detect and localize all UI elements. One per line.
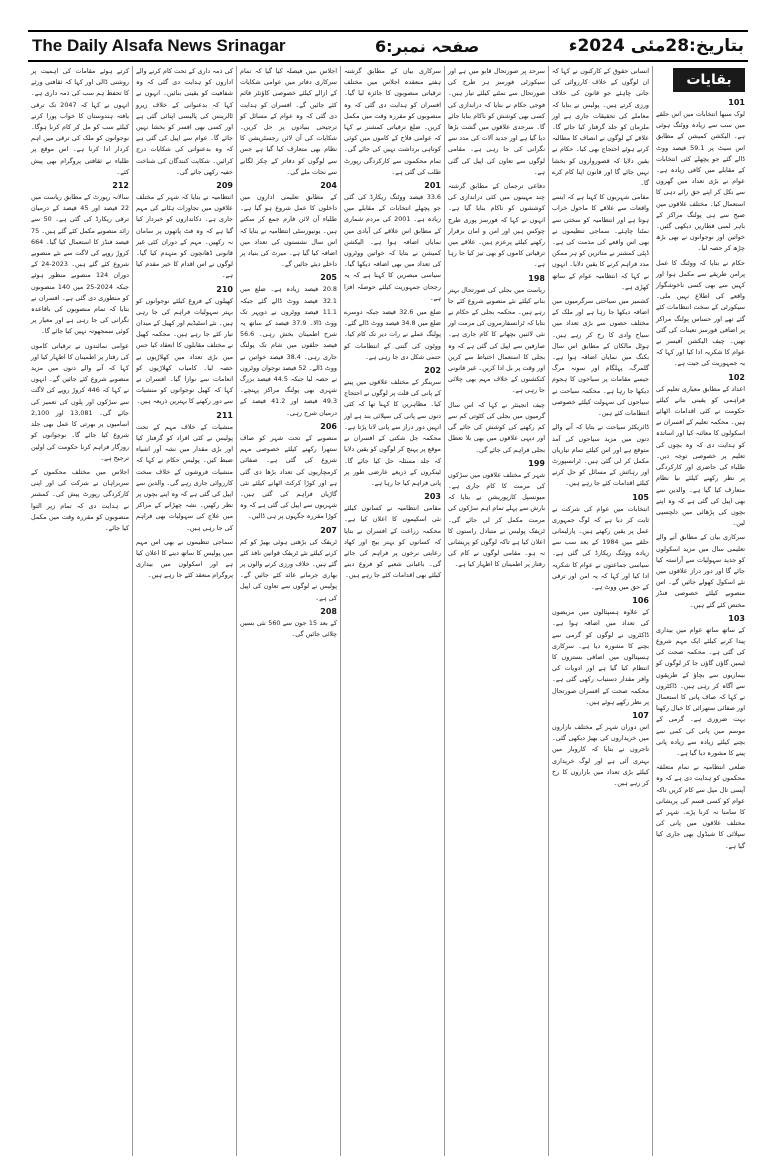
article-paragraph: منصوبے کے تحت شہر کو صاف ستھرا رکھنے کیلئے خصوصی مہم شروع کی گئی ہے۔ صفائی کرمچاریوں کی تعداد بڑھا دی گئی ہے اور کوڑا کرکٹ اٹھانے کیلئے نئی گاڑیاں فراہم کی گئی ہیں۔ شہریوں سے اپیل کی گئی ہے کہ وہ کوڑا مقررہ جگہوں پر ہی ڈالیں۔: [240, 433, 337, 521]
continuation-number: 208: [320, 606, 337, 616]
continuation-number: 199: [528, 458, 545, 468]
continuation-number: 101: [728, 98, 745, 107]
article-paragraph: سالانہ رپورٹ کے مطابق ریاست میں 22 فیصد اور 45 فیصد کے درمیان ترقی ریکارڈ کی گئی ہے۔ 50 سے زائد منصوبے مکمل کئے گئے ہیں۔ 75 فیصد فنڈز کا استعمال کیا گیا۔ 664 کروڑ روپے کی لاگت سے نئے منصوبے شروع کئے گئے ہیں۔ 2023-24 کے دوران 124 منصوبے منظور ہوئے جبکہ 2024-25 میں 140 منصوبوں کو منظوری دی گئی ہے۔ افسران نے بتایا کہ تمام منصوبوں کی باقاعدہ نگرانی کی جا رہی ہے اور معیار پر کوئی سمجھوتہ نہیں کیا جائے گا۔: [31, 193, 130, 336]
continuation-number: 105: [632, 492, 649, 502]
article-paragraph: کی ذمہ داری کے تحت کام کرنے والے اداروں کو ہدایت دی گئی کہ وہ شفافیت کو یقینی بنائیں۔ انہوں نے کہا کہ بدعنوانی کے خلاف زیرو ٹالرینس کی پالیسی اپنائی گئی ہے اور کسی بھی افسر کو بخشا نہیں جائے گا۔ عوام سے اپیل کی گئی ہے کہ وہ بدعنوانی کی شکایات درج کرائیں۔ شکایت کنندگان کی شناخت خفیہ رکھی جائے گی۔: [136, 67, 233, 176]
page-number: صفحہ نمبر:6: [375, 36, 480, 56]
article-paragraph: مقامی انتظامیہ نے کسانوں کیلئے نئی اسکیموں کا اعلان کیا ہے۔ محکمہ زراعت کے افسران نے بتایا کہ کسانوں کو بہتر بیج اور کھاد رعایتی نرخوں پر فراہم کی جائے گی۔ باغبانی شعبے کو فروغ دینے کیلئے بھی اقدامات کئے جا رہے ہیں۔: [344, 504, 441, 580]
article-paragraph: انسانی حقوق کے کارکنوں نے کہا کہ ان لوگوں کے خلاف کارروائی کی جانی چاہئے جو قانون کی خلاف ورزی کرتے ہیں۔ پولیس نے بتایا کہ معاملے کی تحقیقات جاری ہے اور ملزمان کو جلد گرفتار کیا جائے گا۔ علاقے کے لوگوں نے انصاف کا مطالبہ کرتے ہوئے احتجاج بھی کیا۔ حکام نے یقین دلایا کہ قصورواروں کو بخشا نہیں جائے گا اور قانون اپنا کام کرے گا۔: [552, 67, 649, 188]
continuation-number: 102: [728, 372, 745, 382]
article-paragraph: ریاست میں بجلی کی صورتحال بہتر بنانے کیلئے نئے منصوبے شروع کئے جا رہے ہیں۔ محکمہ بجلی کے حکام نے بتایا کہ ٹرانسفارمروں کی مرمت اور نئی لائنیں بچھانے کا کام جاری ہے۔ صارفین سے اپیل کی گئی ہے کہ وہ بجلی کا استعمال احتیاط سے کریں اور وقت پر بل ادا کریں۔ غیر قانونی کنکشنوں کے خلاف مہم بھی چلائی جا رہی ہے۔: [448, 285, 545, 395]
article-paragraph: انتخابات میں عوام کی شرکت نے ثابت کر دیا ہے کہ لوگ جمہوری عمل پر یقین رکھتے ہیں۔ پارلیمانی حلقے میں 1984 کے بعد سب سے زیادہ ووٹنگ ریکارڈ کی گئی ہے۔ سیاسی جماعتوں نے عوام کا شکریہ ادا کیا اور کہا کہ یہ امن اور ترقی کے حق میں ووٹ ہے۔: [552, 504, 650, 591]
article-paragraph: چیف انجینئر نے کہا کہ اس سال گرمیوں میں بجلی کی کٹوتی کم سے کم رکھنے کی کوشش کی جائے گی اور دیہی علاقوں میں بھی بلا تعطل بجلی فراہم کی جائے گی۔: [448, 400, 545, 454]
article-paragraph: اجلاس میں فیصلہ کیا گیا کہ تمام سرکاری دفاتر میں عوامی شکایات کے ازالے کیلئے خصوصی کاؤنٹر قائم کئے جائیں گے۔ افسران کو ہدایت دی گئی کہ وہ عوام کے مسائل کو ترجیحی بنیادوں پر حل کریں۔ شکایات کی آن لائن رجسٹریشن کا نظام بھی متعارف کیا گیا ہے جس سے لوگوں کو دفاتر کے چکر لگانے سے نجات ملے گی۔: [240, 67, 337, 176]
article-paragraph: ضلعی انتظامیہ نے تمام متعلقہ محکموں کو ہدایت دی ہے کہ وہ آپسی تال میل سے کام کریں تاکہ عوام کو کسی قسم کی پریشانی کا سامنا نہ کرنا پڑے۔ شہر کے مختلف علاقوں میں پانی کی سپلائی کا شیڈول بھی جاری کیا گیا ہے۔: [656, 763, 745, 850]
continuation-number: 202: [424, 366, 441, 376]
article-paragraph: انتظامیہ نے بتایا کہ شہر کے مختلف علاقوں میں تجاوزات ہٹانے کی مہم جاری ہے۔ دکانداروں کو خبردار کیا گیا ہے کہ وہ فٹ پاتھوں پر سامان نہ رکھیں۔ مہم کے دوران کئی غیر قانونی ڈھانچوں کو منہدم کیا گیا۔ لوگوں نے اس اقدام کا خیر مقدم کیا ہے۔: [136, 193, 233, 280]
article-paragraph: سرحد پر صورتحال قابو میں ہے اور سیکورٹی فورسز ہر طرح کی صورتحال سے نمٹنے کیلئے تیار ہیں۔ فوجی حکام نے بتایا کہ دراندازی کی کسی بھی کوشش کو ناکام بنایا جائے گا۔ سرحدی علاقوں میں گشت بڑھا دیا گیا ہے اور جدید آلات کی مدد سے نگرانی کی جا رہی ہے۔ مقامی لوگوں سے تعاون کی اپیل کی گئی ہے۔: [448, 67, 545, 176]
article-paragraph: اجلاس میں مختلف محکموں کے سربراہان نے شرکت کی اور اپنی کارکردگی رپورٹ پیش کی۔ کمشنر نے ہدایت دی کہ تمام زیر التوا منصوبوں کو مقررہ وقت میں مکمل کیا جائے۔: [31, 467, 129, 532]
article-paragraph: عوامی نمائندوں نے ترقیاتی کاموں کی رفتار پر اطمینان کا اظہار کیا اور کہا کہ آنے والے دنوں میں مزید منصوبے شروع کئے جائیں گے۔ انہوں نے کہا کہ 446 کروڑ روپے کی لاگت سے سڑکوں اور پلوں کی تعمیر کی جائے گی۔ 13,081 اور 2,100 اسامیوں پر بھرتی کا عمل بھی جلد شروع کیا جائے گا۔ نوجوانوں کو روزگار فراہم کرنا حکومت کی اولین ترجیح ہے۔: [31, 341, 129, 462]
column-2: [548, 66, 652, 1156]
column-1: [652, 66, 748, 1156]
continuation-number: 103: [728, 613, 745, 623]
continuation-number: 106: [632, 596, 649, 606]
article-paragraph: اس دوران شہر کے مختلف بازاروں میں خریداروں کی بھیڑ دیکھی گئی۔ تاجروں نے بتایا کہ کاروبار میں بہتری آئی ہے اور لوگ خریداری کیلئے بڑی تعداد میں بازاروں کا رخ کر رہے ہیں۔: [552, 722, 649, 787]
newspaper-page: [28, 30, 748, 1158]
continuation-number: 204: [320, 181, 337, 191]
article-paragraph: منشیات کے خلاف مہم کے تحت پولیس نے کئی افراد کو گرفتار کیا اور بڑی مقدار میں نشہ آور اشیاء ضبط کیں۔ پولیس حکام نے کہا کہ منشیات فروشوں کے خلاف سخت کارروائی جاری رہے گی۔ والدین سے اپیل کی گئی ہے کہ وہ اپنے بچوں پر نظر رکھیں۔ نشہ چھڑانے کے مراکز میں علاج کی سہولیات بھی فراہم کی جا رہی ہیں۔: [136, 422, 233, 532]
article-paragraph: ٹریفک کی بڑھتی ہوئی بھیڑ کو کم کرنے کیلئے نئے ٹریفک قوانین نافذ کئے گئے ہیں۔ خلاف ورزی کرنے والوں پر بھاری جرمانے عائد کئے جائیں گے۔ پولیس نے لوگوں سے تعاون کی اپیل کی ہے۔: [240, 537, 337, 602]
issue-date: بتاریخ:28مئی 2024ء: [568, 36, 744, 56]
column-7: [28, 66, 132, 1156]
article-paragraph: سرکاری بیان کے مطابق آنے والے تعلیمی سال میں مزید اسکولوں کو جدید سہولیات سے آراستہ کیا جائے گا اور دور دراز علاقوں میں نئے اسکول کھولے جائیں گے۔ اس منصوبے کیلئے خصوصی فنڈز مختص کئے گئے ہیں۔: [656, 533, 745, 609]
article-paragraph: کھیلوں کے فروغ کیلئے نوجوانوں کو بہتر سہولیات فراہم کی جا رہی ہیں۔ نئے اسٹیڈیم اور کھیل کے میدان تیار کئے جا رہے ہیں۔ محکمہ کھیل نے مختلف مقابلوں کا انعقاد کیا جس میں بڑی تعداد میں کھلاڑیوں نے حصہ لیا۔ کامیاب کھلاڑیوں کو انعامات سے نوازا گیا۔ افسران نے کہا کہ کھیل نوجوانوں کو منشیات سے دور رکھنے کا بہترین ذریعہ ہیں۔: [136, 296, 233, 406]
continuation-number: 201: [424, 181, 441, 191]
article-paragraph: حکام نے بتایا کہ ووٹنگ کا عمل پرامن طریقے سے مکمل ہوا اور کہیں سے بھی کسی ناخوشگوار واقعے کی اطلاع نہیں ملی۔ سیکورٹی کے سخت انتظامات کئے گئے تھے اور حساس پولنگ مراکز پر اضافی فورسز تعینات کی گئی تھیں۔ چیف الیکشن آفیسر نے عوام کا شکریہ ادا کیا اور کہا کہ یہ جمہوریت کی جیت ہے۔: [656, 258, 745, 368]
article-paragraph: کرتے ہوئے مقامات کی اہمیت پر روشنی ڈالی اور کہا کہ ثقافتی ورثے کا تحفظ ہم سب کی ذمہ داری ہے۔ انہوں نے کہا کہ 2047 تک ترقی یافتہ ہندوستان کا خواب پورا کرنے کیلئے سب کو مل کر کام کرنا ہوگا۔ نوجوانوں کو ملک کی ترقی میں اہم کردار ادا کرنا ہے۔ اس موقع پر طلباء نے ثقافتی پروگرام بھی پیش کئے۔: [31, 67, 130, 176]
article-paragraph: اعداد کے مطابق معیاری تعلیم کی فراہمی کو یقینی بنانے کیلئے حکومت نے کئی اقدامات اٹھائے ہیں۔ محکمہ تعلیم کے افسران نے اسکولوں کا معائنہ کیا اور اساتذہ کو ہدایت دی کہ وہ بچوں کی تعلیم پر خصوصی توجہ دیں۔ طلباء کی حاضری اور کارکردگی پر نظر رکھنے کیلئے نیا نظام متعارف کیا گیا ہے۔ والدین سے بھی اپیل کی گئی ہے کہ وہ اپنے بچوں کی پڑھائی میں دلچسپی لیں۔: [656, 384, 745, 528]
article-paragraph: کے ساتھ ساتھ عوام میں بیداری پیدا کرنے کیلئے ایک مہم شروع کی گئی ہے۔ محکمہ صحت کی ٹیمیں گاؤں گاؤں جا کر لوگوں کو بیماریوں سے بچاؤ کے طریقوں سے آگاہ کر رہی ہیں۔ ڈاکٹروں نے کہا کہ صاف پانی کا استعمال اور صفائی ستھرائی کا خیال رکھنا بہت ضروری ہے۔ گرمی کے موسم میں پانی کی کمی سے بچنے کیلئے زیادہ سے زیادہ پانی پینے کا مشورہ دیا گیا ہے۔: [656, 625, 745, 757]
masthead: [28, 30, 748, 62]
column-6: [132, 66, 236, 1156]
continuation-number: 198: [528, 273, 545, 283]
continuation-number: 207: [320, 525, 337, 535]
continuation-number: 210: [216, 284, 233, 294]
continuation-number: 209: [216, 181, 233, 191]
article-paragraph: ضلع میں 32.6 فیصد جبکہ دوسرے ضلع میں 34.8 فیصد ووٹ ڈالے گئے۔ پولنگ عملے نے رات دیر تک کام کیا۔ ووٹوں کی گنتی کے انتظامات کو حتمی شکل دی جا رہی ہے۔: [344, 308, 441, 361]
column-4: [340, 66, 444, 1156]
article-paragraph: شہر کے مختلف علاقوں میں سڑکوں کی مرمت کا کام جاری ہے۔ میونسپل کارپوریشن نے بتایا کہ بارش سے پہلے تمام اہم سڑکوں کی مرمت مکمل کر لی جائے گی۔ ٹریفک پولیس نے متبادل راستوں کا اعلان کیا ہے تاکہ لوگوں کو پریشانی نہ ہو۔ مقامی لوگوں نے کام کی رفتار پر اطمینان کا اظہار کیا ہے۔: [448, 470, 545, 569]
article-paragraph: 20.8 فیصد زیادہ ہے۔ ضلع میں 32.1 فیصد ووٹ ڈالے گئے جبکہ 11.1 فیصد ووٹروں نے دوپہر تک ووٹ ڈالا۔ 37.9 فیصد کے ساتھ یہ شرح اطمینان بخش رہی۔ 56.6 فیصد حلقوں میں شام تک پولنگ جاری رہی۔ 38.4 فیصد خواتین نے ووٹ ڈالے۔ 52 فیصد نوجوان ووٹروں نے حصہ لیا جبکہ 44.5 فیصد بزرگ شہری بھی پولنگ مراکز پہنچے۔ 49.3 فیصد اور 41.2 فیصد کے درمیان شرح رہی۔: [240, 285, 338, 417]
article-paragraph: سرکاری بیان کے مطابق گزشتہ ہفتے منعقدہ اجلاس میں مختلف ترقیاتی منصوبوں کا جائزہ لیا گیا۔ افسران کو ہدایت دی گئی کہ وہ منصوبوں کو مقررہ وقت میں مکمل کریں۔ ضلع ترقیاتی کمشنر نے کہا کہ عوامی فلاح کے کاموں میں کوئی کوتاہی برداشت نہیں کی جائے گی۔ تمام محکموں سے کارکردگی رپورٹ طلب کی گئی ہے۔: [344, 67, 441, 176]
continuation-number: 205: [320, 273, 337, 283]
article-paragraph: دفاعی ترجمان کے مطابق گزشتہ چند مہینوں میں کئی دراندازی کی کوششوں کو ناکام بنایا گیا ہے۔ انہوں نے کہا کہ فورسز پوری طرح چوکس ہیں اور امن و امان برقرار رکھنے کیلئے پرعزم ہیں۔ علاقے میں ترقیاتی کاموں کو بھی تیز کیا جا رہا ہے۔: [448, 182, 545, 269]
article-paragraph: کشمیر میں سیاحتی سرگرمیوں میں اضافہ دیکھا جا رہا ہے اور ملک کے مختلف حصوں سے بڑی تعداد میں سیاح وادی کا رخ کر رہے ہیں۔ ہوٹل مالکان کے مطابق اس سال بکنگ میں نمایاں اضافہ ہوا ہے۔ گلمرگ، پہلگام اور سونہ مرگ جیسے مقامات پر سیاحوں کا ہجوم دیکھا جا رہا ہے۔ محکمہ سیاحت نے سیاحوں کی سہولت کیلئے خصوصی انتظامات کئے ہیں۔: [552, 297, 649, 418]
section-title: بقایات: [673, 68, 745, 92]
article-paragraph: کے مطابق تعلیمی اداروں میں داخلوں کا عمل شروع ہو گیا ہے۔ طلباء آن لائن فارم جمع کر سکتے ہیں۔ یونیورسٹی انتظامیہ نے بتایا کہ اس سال نشستوں کی تعداد میں اضافہ کیا گیا ہے۔ میرٹ کی بنیاد پر داخلے دیئے جائیں گے۔: [240, 193, 337, 269]
article-paragraph: سرینگر کے مختلف علاقوں میں پینے کے پانی کی قلت پر لوگوں نے احتجاج کیا۔ مظاہرین کا کہنا تھا کہ کئی دنوں سے پانی کی سپلائی بند ہے اور انہیں دور دراز سے پانی لانا پڑتا ہے۔ محکمہ جل شکتی کے افسران نے موقع پر پہنچ کر لوگوں کو یقین دلایا کہ جلد مسئلہ حل کیا جائے گا۔ ٹینکروں کے ذریعے عارضی طور پر پانی فراہم کیا جا رہا ہے۔: [344, 378, 441, 487]
article-paragraph: لوک سبھا انتخابات میں اس حلقے میں سب سے زیادہ ووٹنگ ہوئی ہے۔ الیکشن کمیشن کے مطابق اس سیٹ پر 59.1 فیصد ووٹ ڈالے گئے جو پچھلے کئی انتخابات کے مقابلے میں کافی زیادہ ہے۔ عوام نے بڑی تعداد میں گھروں سے نکل کر اپنے حق رائے دہی کا استعمال کیا۔ مختلف علاقوں میں صبح سے ہی پولنگ مراکز کے باہر لمبی قطاریں دیکھی گئیں۔ خواتین اور نوجوانوں نے بھی بڑھ چڑھ کر حصہ لیا۔: [656, 110, 745, 253]
continuation-number: 206: [320, 421, 337, 431]
paper-name: The Daily Alsafa News Srinagar: [32, 36, 286, 55]
article-paragraph: کے بعد 15 جون سے 560 نئی بسیں چلائی جائیں گی۔: [240, 618, 337, 638]
article-paragraph: مقامی شہریوں کا کہنا ہے کہ ایسے واقعات سے علاقے کا ماحول خراب ہوتا ہے اور انتظامیہ کو سختی سے نمٹنا چاہئے۔ سماجی تنظیموں نے بھی اس واقعے کی مذمت کی ہے۔ ڈپٹی کمشنر نے متاثرین کو ہر ممکن مدد فراہم کرنے کا یقین دلایا۔ انہوں نے کہا کہ انتظامیہ عوام کے ساتھ کھڑی ہے۔: [552, 193, 649, 291]
continuation-number: 212: [112, 181, 129, 191]
article-paragraph: کے علاوہ ہسپتالوں میں مریضوں کی تعداد میں اضافہ ہوا ہے۔ ڈاکٹروں نے لوگوں کو گرمی سے بچنے کا مشورہ دیا ہے۔ سرکاری ہسپتالوں میں اضافی بستروں کا انتظام کیا گیا ہے اور ادویات کی وافر مقدار دستیاب رکھی گئی ہے۔ محکمہ صحت کے افسران صورتحال پر نظر رکھے ہوئے ہیں۔: [552, 608, 649, 706]
article-paragraph: 33.6 فیصد ووٹنگ ریکارڈ کی گئی جو پچھلے انتخابات کے مقابلے میں زیادہ ہے۔ 2001 کی مردم شماری کے مطابق اس علاقے کی آبادی میں نمایاں اضافہ ہوا ہے۔ الیکشن کمیشن نے بتایا کہ خواتین ووٹروں کی تعداد میں بھی اضافہ دیکھا گیا۔ سیاسی مبصرین کا کہنا ہے کہ یہ رجحان جمہوریت کیلئے حوصلہ افزا ہے۔: [344, 193, 441, 302]
text-columns: [28, 66, 748, 1156]
continuation-number: 107: [632, 710, 649, 720]
column-3: [444, 66, 548, 1156]
article-paragraph: ڈائریکٹر سیاحت نے بتایا کہ آنے والے دنوں میں مزید سیاحوں کی آمد متوقع ہے اور اس کیلئے تمام تیاریاں مکمل کر لی گئی ہیں۔ ٹرانسپورٹ اور رہائش کے مسائل کو حل کرنے کیلئے اقدامات کئے جا رہے ہیں۔: [552, 423, 649, 488]
article-paragraph: سماجی تنظیموں نے بھی اس مہم میں پولیس کا ساتھ دینے کا اعلان کیا ہے اور اسکولوں میں بیداری پروگرام منعقد کئے جا رہے ہیں۔: [136, 537, 233, 580]
column-5: [236, 66, 340, 1156]
continuation-number: 203: [424, 492, 441, 502]
continuation-number: 211: [216, 410, 233, 420]
